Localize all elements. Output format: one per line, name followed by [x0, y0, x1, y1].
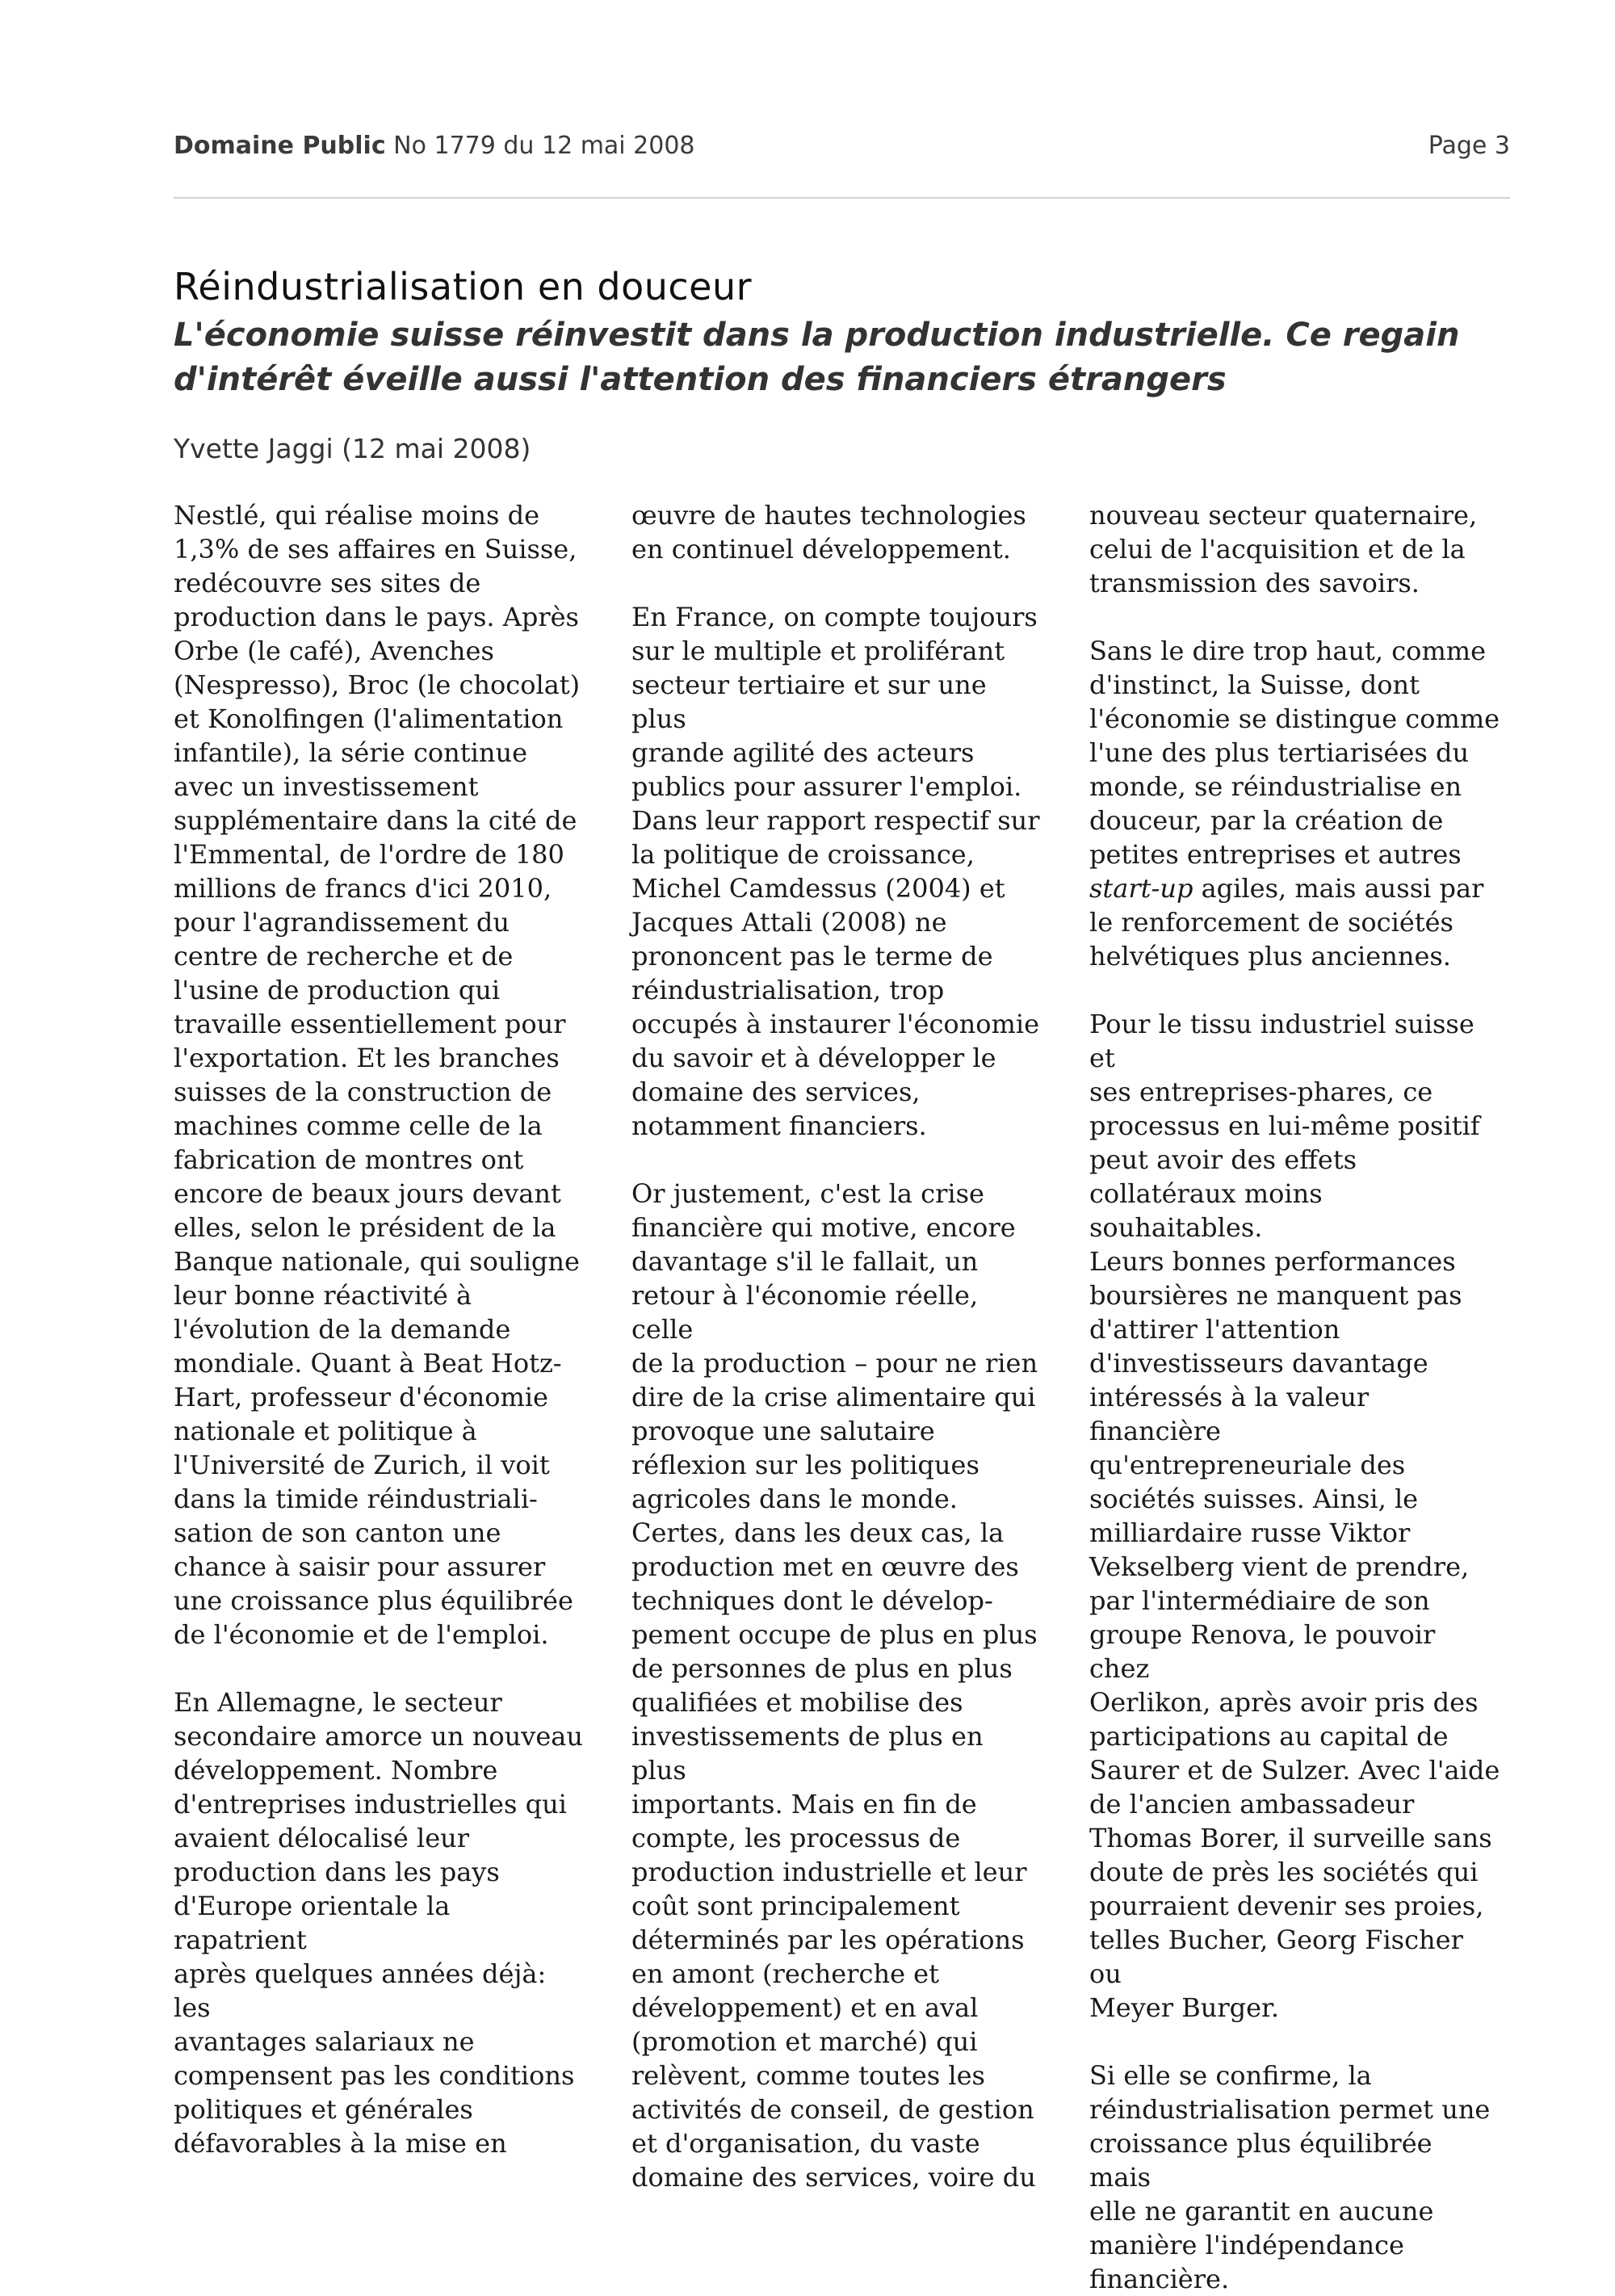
article-byline: Yvette Jaggi (12 mai 2008) — [174, 433, 531, 464]
paragraph: nouveau secteur quaternaire, celui de l'acquisition et de la transmission des savoirs. — [1089, 500, 1478, 598]
paragraph: œuvre de hautes technologies en continuel développement. — [631, 500, 1026, 565]
emphasized-term: start-up — [1089, 873, 1193, 904]
header-divider — [174, 197, 1510, 199]
paragraph: Pour le tissu industriel suisse et ses entreprises-phares, ce processus en lui-même positif peut avoir des effets collatéraux moins souhaitables. Leurs bonnes performances boursières ne manquent pas d'attirer l'attention d'investisseurs davantage intéressés à la valeur financière qu'entrepreneuriale des sociétés suisses. Ainsi, le milliardaire russe Viktor Vekselberg vient de prendre, par l'intermédiaire de son groupe Renova, le pouvoir chez Oerlikon, après avoir pris des participations au capital de Saurer et de Sulzer. Avec l'aide de l'ancien ambassadeur Thomas Borer, il surveille sans doute de près les sociétés qui pourraient devenir ses proies, telles Bucher, Georg Fischer ou Meyer Burger. — [1089, 1009, 1500, 2023]
article-title: Réindustrialisation en douceur — [174, 265, 753, 309]
article-subtitle: L'économie suisse réinvestit dans la production industrielle. Ce regain d'intérêt éveille aussi l'attention des financiers étrangers — [174, 317, 1460, 398]
page-number: Page 3 — [1428, 132, 1510, 160]
text-column-1 — [174, 498, 585, 2159]
page-header — [174, 132, 1510, 160]
paragraph: Or justement, c'est la crise financière qui motive, encore davantage s'il le fallait, un retour à l'économie réelle, celle de la production – pour ne rien dire de la crise alimentaire qui provoque une salutaire réflexion sur les politiques agricoles dans le monde. Certes, dans les deux cas, la production met en œuvre des techniques dont le dévelop- pement occupe de plus en plus de personnes de plus en plus qualifiées et mobilise des investissements de plus en plus importants. Mais en fin de compte, les processus de production industrielle et leur coût sont principalement déterminés par les opérations en amont (recherche et développement) et en aval (promotion et marché) qui relèvent, comme toutes les activités de conseil, de gestion et d'organisation, du vaste domaine des services, voire du — [631, 1178, 1038, 2193]
paragraph: En Allemagne, le secteur secondaire amorce un nouveau développement. Nombre d'entreprises industrielles qui avaient délocalisé leur production dans les pays d'Europe orientale la rapatrient après quelques années déjà: les avantages salariaux ne compensent pas les conditions politiques et générales défavorables à la mise en — [174, 1687, 583, 2159]
paragraph: Nestlé, qui réalise moins de 1,3% de ses affaires en Suisse, redécouvre ses sites de production dans le pays. Après Orbe (le café), Avenches (Nespresso), Broc (le chocolat) et Konolfingen (l'alimentation infantile), la série continue avec un investissement supplémentaire dans la cité de l'Emmental, de l'ordre de 180 millions de francs d'ici 2010, pour l'agrandissement du centre de recherche et de l'usine de production qui travaille essentiellement pour l'exportation. Et les branches suisses de la construction de machines comme celle de la fabrication de montres ont encore de beaux jours devant elles, selon le président de la Banque nationale, qui souligne leur bonne réactivité à l'évolution de la demande mondiale. Quant à Beat Hotz- Hart, professeur d'économie nationale et politique à l'Université de Zurich, il voit dans la timide réindustriali- sation de son canton une chance à saisir pour assurer une croissance plus équilibrée de l'économie et de l'emploi. — [174, 500, 581, 1650]
publication-name: Domaine Public — [174, 132, 386, 160]
issue-info: No 1779 du 12 mai 2008 — [393, 132, 695, 160]
text-column-3 — [1089, 498, 1501, 2294]
paragraph: Sans le dire trop haut, comme d'instinct, la Suisse, dont l'économie se distingue comme l'une des plus tertiarisées du monde, se réindustrialise en douceur, par la création de petites entreprises et autres start-up agiles, mais aussi par le renforcement de sociétés helvétiques plus anciennes. — [1089, 636, 1500, 972]
paragraph: En France, on compte toujours sur le multiple et proliférant secteur tertiaire et sur une plus grande agilité des acteurs publics pour assurer l'emploi. Dans leur rapport respectif sur la politique de croissance, Michel Camdessus (2004) et Jacques Attali (2008) ne prononcent pas le terme de réindustrialisation, trop occupés à instaurer l'économie du savoir et à développer le domaine des services, notamment financiers. — [631, 602, 1040, 1141]
text-column-2 — [631, 498, 1043, 2193]
paragraph: Si elle se confirme, la réindustrialisation permet une croissance plus équilibrée mais elle ne garantit en aucune manière l'indépendance financière. — [1089, 2060, 1491, 2294]
